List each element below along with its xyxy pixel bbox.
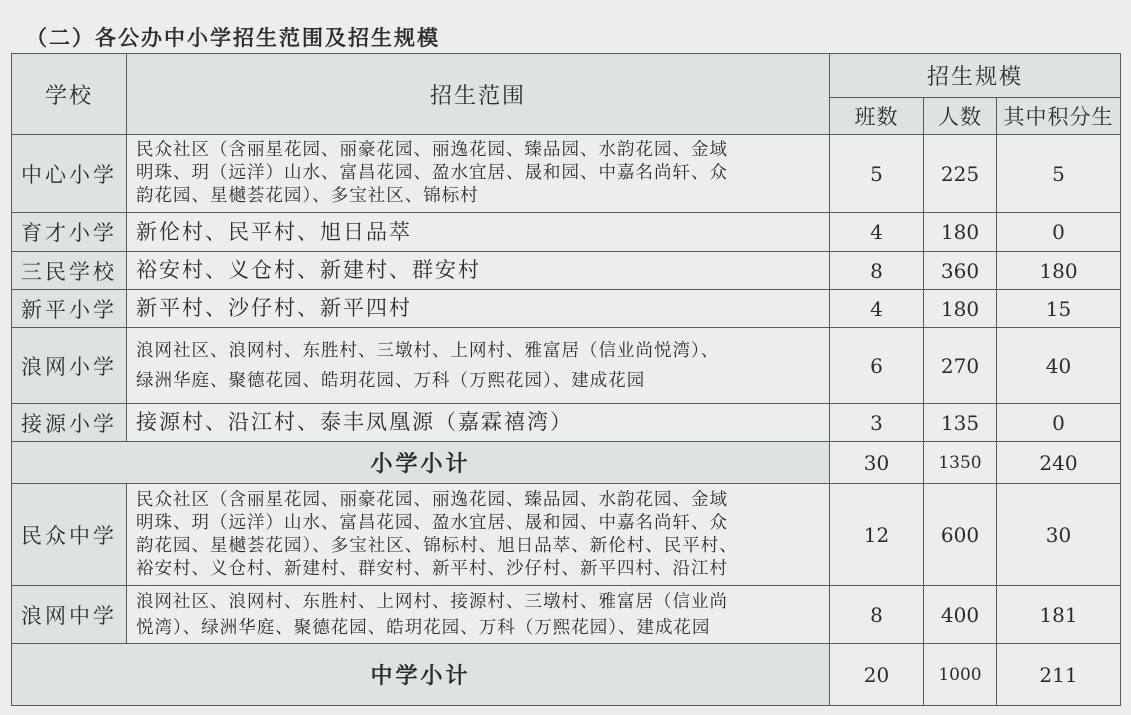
range-line: 明珠、玥（远洋）山水、富昌花园、盈水宜居、晟和园、中嘉名尚轩、众 — [136, 163, 728, 183]
jifen-cell: 211 — [997, 644, 1121, 706]
range-cell — [127, 484, 830, 586]
middle-subtotal-row — [12, 644, 1121, 706]
classes-cell: 4 — [830, 290, 924, 328]
classes-cell: 12 — [830, 484, 924, 586]
range-cell — [127, 586, 830, 644]
classes-cell: 3 — [830, 404, 924, 442]
school-name: 三民学校 — [12, 252, 127, 290]
enrollment-table — [11, 53, 1121, 706]
classes-cell: 20 — [830, 644, 924, 706]
header-school: 学校 — [12, 54, 127, 135]
range-line: 民众社区（含丽星花园、丽豪花园、丽逸花园、臻品园、水韵花园、金域 — [136, 489, 728, 510]
range-cell — [127, 328, 830, 404]
students-cell: 180 — [924, 290, 997, 328]
range-cell: 接源村、沿江村、泰丰凤凰源（嘉霖禧湾） — [127, 404, 830, 442]
table-row — [12, 252, 1121, 290]
range-cell: 新伦村、民平村、旭日品萃 — [127, 213, 830, 252]
school-name: 育才小学 — [12, 213, 127, 252]
range-line: 明珠、玥（远洋）山水、富昌花园、盈水宜居、晟和园、中嘉名尚轩、众 — [136, 512, 728, 533]
table-row — [12, 213, 1121, 252]
range-line: 绿洲华庭、聚德花园、皓玥花园、万科（万熙花园）、建成花园 — [136, 370, 646, 391]
jifen-cell: 0 — [997, 213, 1121, 252]
document-title: （二）各公办中小学招生范围及招生规模 — [26, 25, 440, 50]
jifen-cell: 5 — [997, 135, 1121, 213]
range-cell: 裕安村、义仓村、新建村、群安村 — [127, 252, 830, 290]
primary-subtotal-row — [12, 442, 1121, 484]
students-cell: 135 — [924, 404, 997, 442]
classes-cell: 8 — [830, 252, 924, 290]
classes-cell: 6 — [830, 328, 924, 404]
students-cell: 400 — [924, 586, 997, 644]
jifen-cell: 30 — [997, 484, 1121, 586]
classes-cell: 8 — [830, 586, 924, 644]
table-row — [12, 135, 1121, 213]
jifen-cell: 40 — [997, 328, 1121, 404]
header-students: 人数 — [924, 98, 997, 135]
range-line: 浪网社区、浪网村、东胜村、三墩村、上网村、雅富居（信业尚悦湾）、 — [136, 340, 720, 361]
header-row-1 — [12, 54, 1121, 98]
middle-subtotal-label: 中学小计 — [12, 644, 830, 706]
school-name: 民众中学 — [12, 484, 127, 586]
jifen-cell: 240 — [997, 442, 1121, 484]
school-name: 浪网小学 — [12, 328, 127, 404]
school-name: 接源小学 — [12, 404, 127, 442]
table-row — [12, 290, 1121, 328]
range-cell: 新平村、沙仔村、新平四村 — [127, 290, 830, 328]
range-line: 韵花园、星樾荟花园）、多宝社区、锦标村 — [136, 186, 479, 206]
range-line: 韵花园、星樾荟花园）、多宝社区、锦标村、旭日品萃、新伦村、民平村、 — [136, 535, 738, 556]
students-cell: 180 — [924, 213, 997, 252]
school-name: 浪网中学 — [12, 586, 127, 644]
jifen-cell: 181 — [997, 586, 1121, 644]
students-cell: 1000 — [924, 644, 997, 706]
jifen-cell: 15 — [997, 290, 1121, 328]
students-cell: 600 — [924, 484, 997, 586]
jifen-cell: 180 — [997, 252, 1121, 290]
students-cell: 360 — [924, 252, 997, 290]
classes-cell: 30 — [830, 442, 924, 484]
classes-cell: 5 — [830, 135, 924, 213]
primary-subtotal-label: 小学小计 — [12, 442, 830, 484]
students-cell: 225 — [924, 135, 997, 213]
header-scale: 招生规模 — [830, 54, 1121, 98]
jifen-cell: 0 — [997, 404, 1121, 442]
range-line: 浪网社区、浪网村、东胜村、上网村、接源村、三墩村、雅富居（信业尚 — [136, 591, 728, 612]
school-name: 新平小学 — [12, 290, 127, 328]
range-line: 民众社区（含丽星花园、丽豪花园、丽逸花园、臻品园、水韵花园、金域 — [136, 140, 728, 160]
header-jifen: 其中积分生 — [997, 98, 1121, 135]
range-line: 悦湾）、绿洲华庭、聚德花园、皓玥花园、万科（万熙花园）、建成花园 — [136, 617, 711, 638]
students-cell: 270 — [924, 328, 997, 404]
students-cell: 1350 — [924, 442, 997, 484]
table-row — [12, 404, 1121, 442]
range-line: 裕安村、义仓村、新建村、群安村、新平村、沙仔村、新平四村、沿江村 — [136, 558, 728, 579]
school-name: 中心小学 — [12, 135, 127, 213]
classes-cell: 4 — [830, 213, 924, 252]
table-row — [12, 328, 1121, 404]
header-range: 招生范围 — [127, 54, 830, 135]
range-cell — [127, 135, 830, 213]
header-classes: 班数 — [830, 98, 924, 135]
table-row — [12, 586, 1121, 644]
table-row — [12, 484, 1121, 586]
